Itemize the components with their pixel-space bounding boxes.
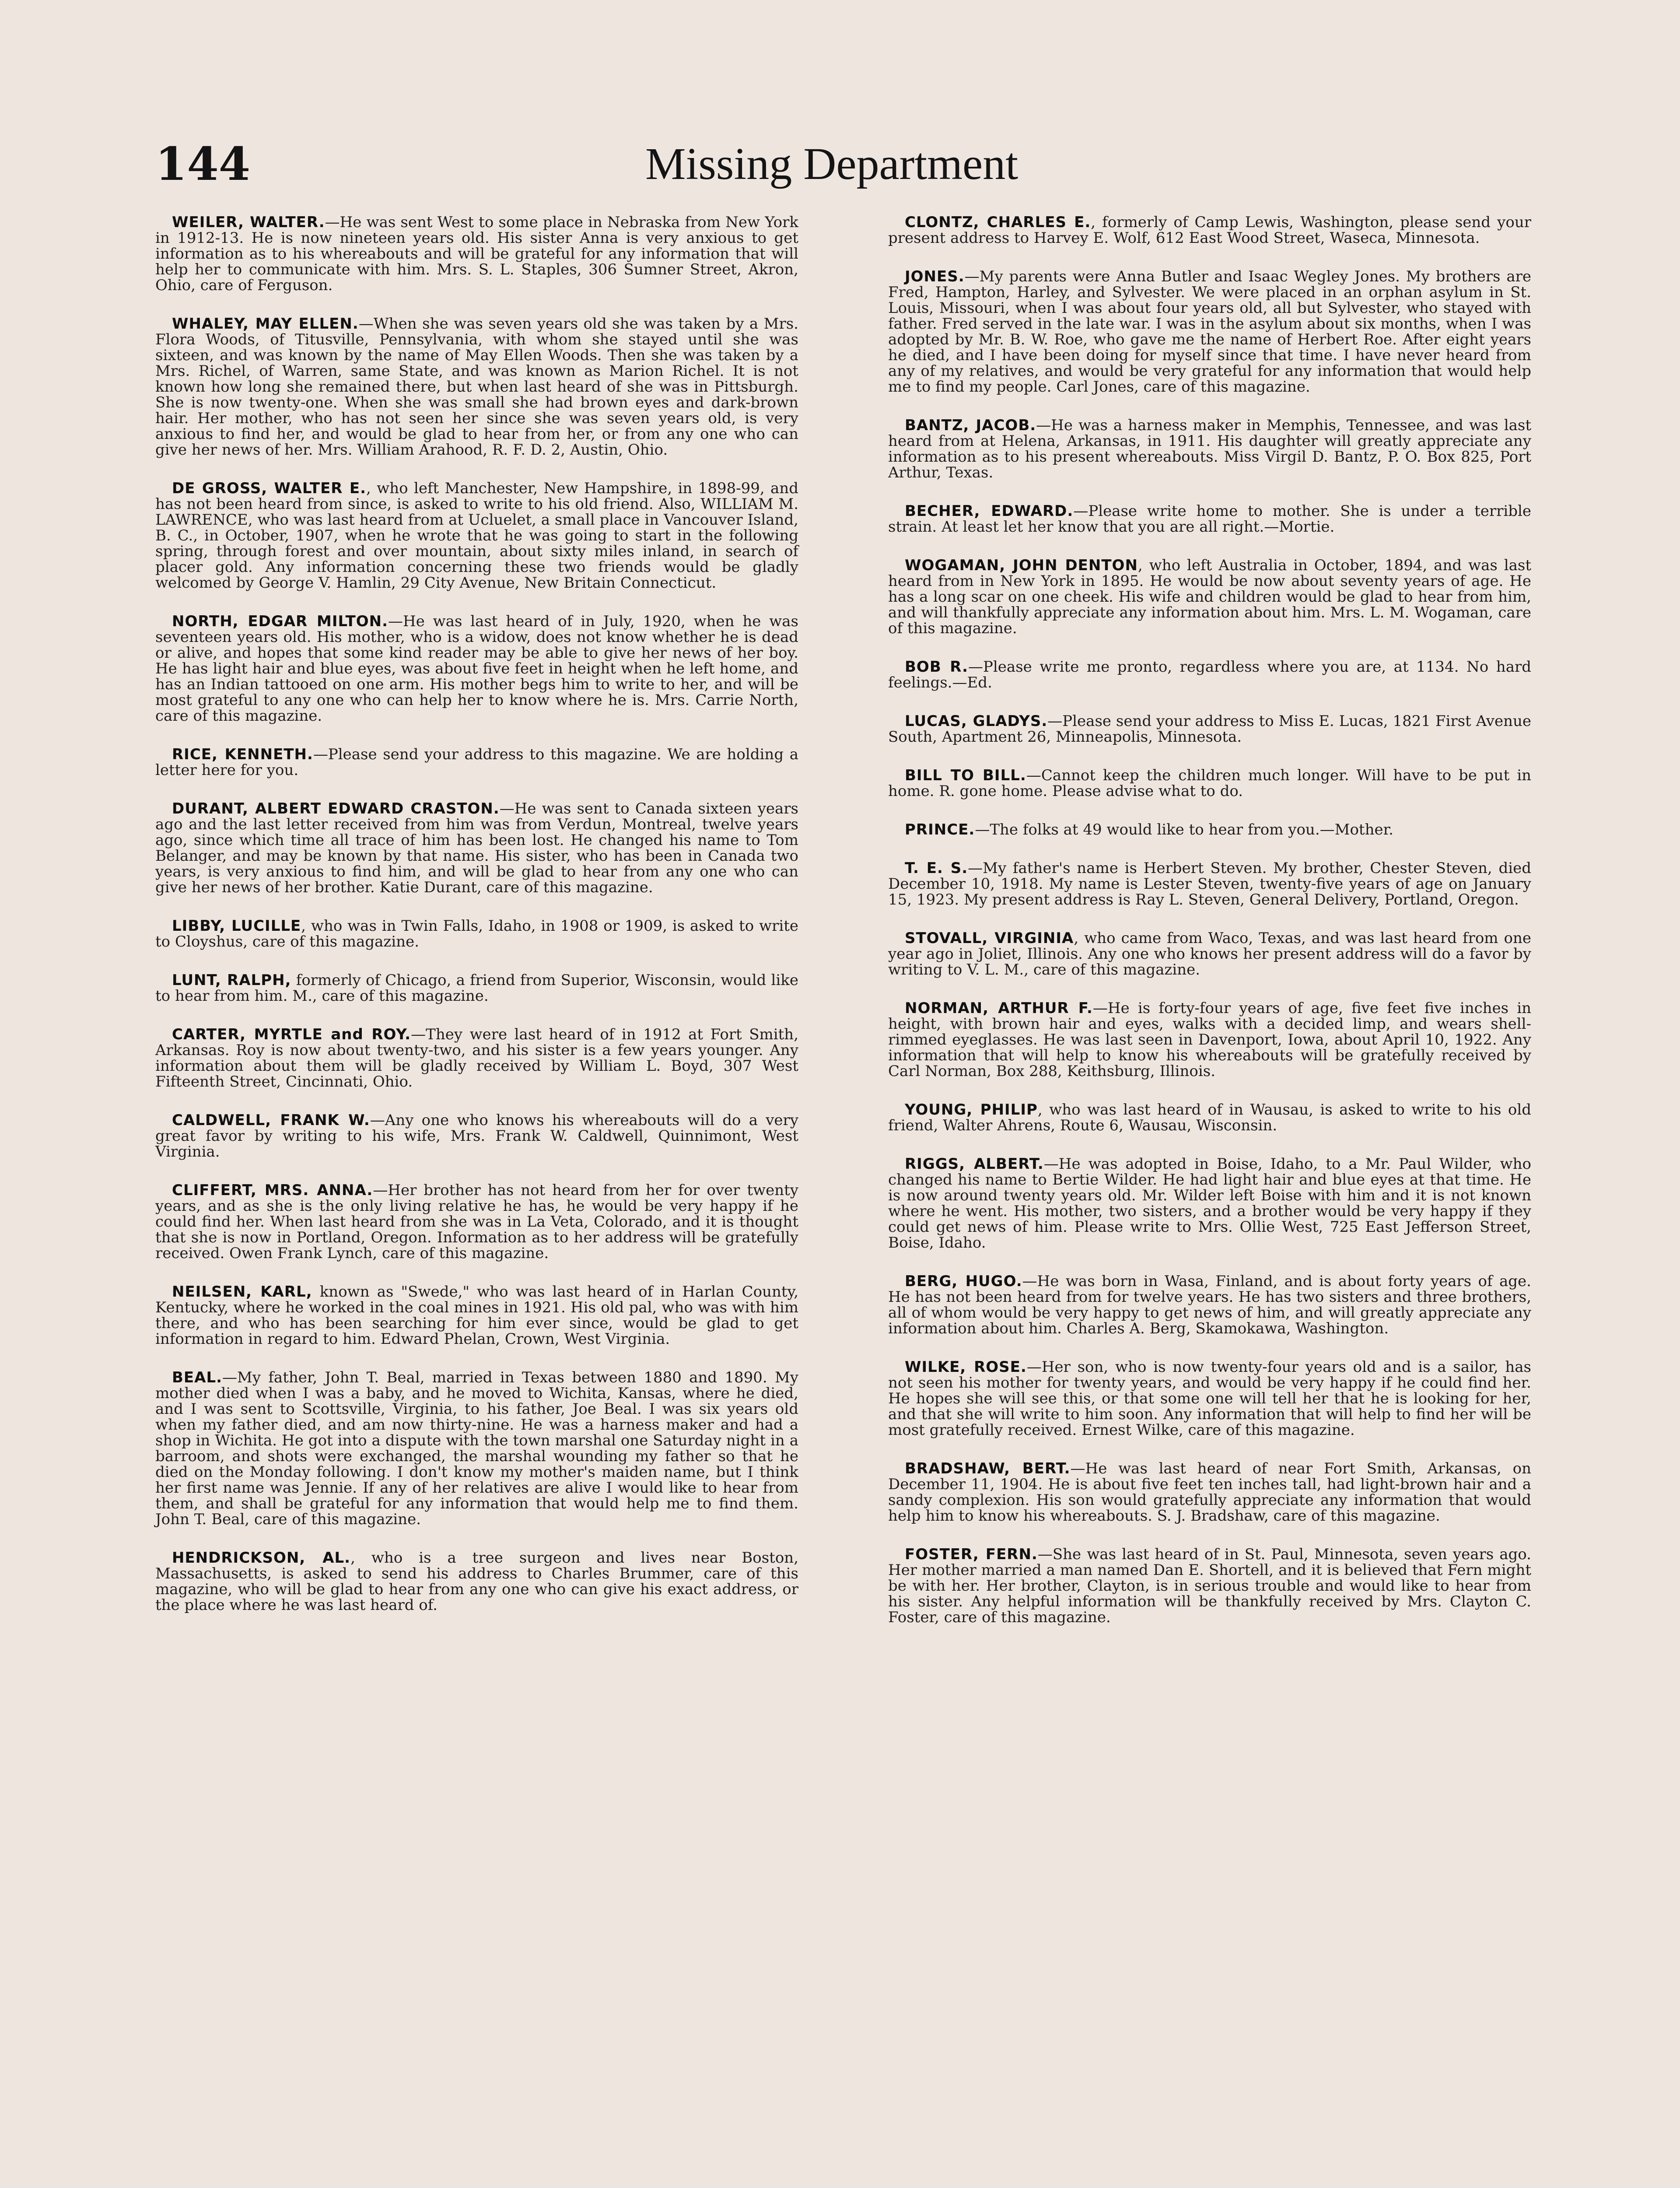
notice-entry [888, 768, 1531, 799]
notice-heading: BANTZ, JACOB. [905, 417, 1036, 434]
notice-heading: WHALEY, MAY ELLEN. [172, 315, 359, 333]
notice-text: —My father's name is Herbert Steven. My brother, Chester Steven, died December 10, 1918. My name is Lester Steven, twenty-five years of age on January 15, 1923. My present address is Ray L. Steven, General Delivery, Portland, Oregon. [888, 859, 1532, 908]
page-title: Missing Department [645, 139, 1018, 189]
notice-entry [888, 1156, 1531, 1251]
notice-entry [155, 316, 798, 458]
page-number: 144 [155, 137, 251, 191]
notice-text: , who left Manchester, New Hampshire, in 1898-99, and has not been heard from since, is asked to write to his old friend. Also, WILLIAM M. LAWRENCE, who was last heard from at Ucluelet, a small place in Vancouver Island, B. C., in October, 1907, when he wrote that he was going to start in the following spring, through forest and over mountain, about sixty miles inland, in search of placer gold. Any information concerning these two friends would be gladly welcomed by George V. Hamlin, 29 City Avenue, New Britain Connecticut. [155, 480, 798, 592]
notice-text: , who is a tree surgeon and lives near Boston, Massachusetts, is asked to send his address to Charles Brummer, care of this magazine, who will be glad to hear from any one who can give his exact address, or the place where he was last heard of. [155, 1549, 799, 1614]
notice-heading: CLONTZ, CHARLES E. [905, 214, 1091, 231]
notice-heading: NORMAN, ARTHUR F. [905, 999, 1093, 1017]
notice-entry [888, 713, 1531, 745]
notice-heading: DE GROSS, WALTER E. [172, 480, 366, 497]
notice-heading: BERG, HUGO. [905, 1273, 1022, 1290]
notice-text: —He was sent to Canada sixteen years ago and the last letter received from him was from Verdun, Montreal, twelve years ago, since which time all trace of him has been lost. He changed his name to Tom Belanger, and may be known by that name. His sister, who has been in Canada two years, is very anxious to find him, and will be glad to hear from any one who can give her news of her brother. Katie Durant, care of this magazine. [155, 800, 798, 896]
notice-entry [155, 972, 798, 1004]
notice-text: —My parents were Anna Butler and Isaac Wegley Jones. My brothers are Fred, Hampton, Harley, and Sylvester. We were placed in an orphan asylum in St. Louis, Missouri, when I was about four years old, all but Sylvester, who stayed with father. Fred served in the late war. I was in the asylum about six months, when I was adopted by Mr. B. W. Roe, who gave me the name of Herbert Roe. After eight years he died, and I have been doing for myself since that time. I have never heard from any of my relatives, and would be very grateful for any information that would help me to find my people. Carl Jones, care of this magazine. [888, 268, 1531, 396]
notice-heading: NORTH, EDGAR MILTON. [172, 613, 388, 630]
notice-entry [888, 1000, 1531, 1079]
notice-entry [888, 1461, 1531, 1524]
notice-text: —Please write me pronto, regardless where you are, at 1134. No hard feelings.—Ed. [888, 658, 1531, 691]
notice-text: , who was in Twin Falls, Idaho, in 1908 or 1909, is asked to write to Cloyshus, care of this magazine. [155, 917, 798, 950]
notice-heading: BRADSHAW, BERT. [905, 1460, 1071, 1477]
notice-entry [888, 269, 1531, 395]
notice-heading: WOGAMAN, JOHN DENTON [905, 557, 1138, 574]
notice-text: —He was a harness maker in Memphis, Tennessee, and was last heard from at Helena, Arkansas, in 1911. His daughter will greatly appreciate any information as to his present whereabouts. Miss Virgil D. Bantz, P. O. Box 825, Port Arthur, Texas. [888, 417, 1531, 481]
notice-heading: WILKE, ROSE. [905, 1358, 1027, 1376]
notice-entry [155, 614, 798, 724]
notice-text: —Any one who knows his whereabouts will do a very great favor by writing to his wife, Mrs. Frank W. Caldwell, Quinnimont, West Virginia. [155, 1112, 798, 1161]
notice-entry [155, 801, 798, 895]
notice-heading: LUNT, RALPH, [172, 971, 291, 989]
notice-text: formerly of Chicago, a friend from Superior, Wisconsin, would like to hear from him. M., care of this magazine. [155, 971, 798, 1005]
notice-heading: YOUNG, PHILIP [905, 1101, 1038, 1119]
notice-heading: DURANT, ALBERT EDWARD CRASTON. [172, 800, 500, 817]
notice-entry [155, 1182, 798, 1261]
notice-heading: CALDWELL, FRANK W. [172, 1112, 370, 1129]
notice-heading: WEILER, WALTER. [172, 214, 325, 231]
notice-heading: LUCAS, GLADYS. [905, 712, 1048, 730]
notice-entry [155, 747, 798, 778]
notice-heading: BECHER, EDWARD. [905, 502, 1074, 520]
notice-heading: RIGGS, ALBERT. [905, 1155, 1044, 1173]
notice-text: —When she was seven years old she was taken by a Mrs. Flora Woods, of Titusville, Pennsylvania, with whom she stayed until she was sixteen, and was known by the name of May Ellen Woods. Then she was taken by a Mrs. Richel, of Warren, same State, and was known as Marion Richel. It is not known how long she remained there, but when last heard of she was in Pittsburgh. She is now twenty-one. When she was small she had brown eyes and dark-brown hair. Her mother, who has not seen her since she was seven years old, is very anxious to find her, and would be glad to hear from her, or from any one who can give her news of her. Mrs. William Arahood, R. F. D. 2, Austin, Ohio. [155, 315, 798, 459]
notice-text: —He was adopted in Boise, Idaho, to a Mr. Paul Wilder, who changed his name to Bertie Wilder. He had light hair and blue eyes at that time. He is now around twenty years old. Mr. Wilder left Boise with him and it is not known where he went. His mother, two sisters, and a brother would be very happy if they could get news of him. Please write to Mrs. Ollie West, 725 East Jefferson Street, Boise, Idaho. [888, 1155, 1531, 1252]
notice-heading: FOSTER, FERN. [905, 1546, 1038, 1563]
notice-entry [155, 1370, 798, 1527]
notice-text: —Please write home to mother. She is under a terrible strain. At least let her know that you are all right.—Mortie. [888, 502, 1531, 536]
notice-text: , formerly of Camp Lewis, Washington, please send your present address to Harvey E. Wolf, 612 East Wood Street, Waseca, Minnesota. [888, 214, 1532, 247]
notice-text: —She was last heard of in St. Paul, Minnesota, seven years ago. Her mother married a man named Dan E. Shortell, and it is believed that Fern might be with her. Her brother, Clayton, is in serious trouble and would like to hear from his sister. Any helpful information will be thankfully received by Mrs. Clayton C. Foster, care of this magazine. [888, 1546, 1531, 1626]
notice-entry [888, 1273, 1531, 1336]
notice-entry [888, 503, 1531, 535]
notice-text: , who came from Waco, Texas, and was last heard from one year ago in Joliet, Illinois. Any one who knows her present address will do a favor by writing to V. L. M., care of this magazine. [888, 929, 1531, 978]
notice-text: —The folks at 49 would like to hear from you.—Mother. [975, 821, 1393, 838]
notice-heading: PRINCE. [905, 821, 975, 838]
notice-text: , who left Australia in October, 1894, and was last heard from in New York in 1895. He would be now about seventy years of age. He has a long scar on one cheek. His wife and children would be glad to hear from him, and will thankfully appreciate any information about him. Mrs. L. M. Wogaman, care of this magazine. [888, 557, 1531, 637]
notice-entry [155, 1027, 798, 1090]
notice-heading: BOB R. [905, 658, 969, 676]
right-column [888, 214, 1531, 1648]
notice-entry [155, 214, 798, 293]
notice-entry [888, 558, 1531, 636]
notice-text: —Please send your address to this magazine. We are holding a letter here for you. [155, 746, 798, 779]
page-header [155, 131, 1065, 197]
notice-heading: BEAL. [172, 1369, 223, 1386]
notice-text: known as "Swede," who was last heard of in Harlan County, Kentucky, where he worked in the coal mines in 1921. His old pal, who was with him there, and who has been searching for him ever since, would be glad to get information in regard to him. Edward Phelan, Crown, West Virginia. [155, 1283, 798, 1348]
notice-entry [888, 417, 1531, 480]
notice-heading: LIBBY, LUCILLE [172, 917, 301, 935]
notice-heading: NEILSEN, KARL, [172, 1283, 312, 1301]
notice-heading: RICE, KENNETH. [172, 746, 313, 763]
notice-text: —My father, John T. Beal, married in Texas between 1880 and 1890. My mother died when I was a baby, and he moved to Wichita, Kansas, where he died, and I was sent to Scottsville, Virginia, to his father, Joe Beal. I was six years old when my father died, and am now thirty-nine. He was a harness maker and had a shop in Wichita. He got into a dispute with the town marshal one Saturday night in a barroom, and shots were exchanged, the marshal wounding my father so that he died on the Monday following. I don't know my mother's maiden name, but I think her first name was Jennie. If any of her relatives are alive I would like to hear from them, and shall be grateful for any information that would help me to find them. John T. Beal, care of this magazine. [155, 1369, 798, 1528]
notice-entry [888, 1102, 1531, 1133]
notice-heading: T. E. S. [905, 859, 968, 877]
notice-heading: JONES. [905, 268, 965, 285]
notice-entry [888, 214, 1531, 246]
notice-text: —Cannot keep the children much longer. Will have to be put in home. R. gone home. Please advise what to do. [888, 767, 1531, 800]
notice-heading: CARTER, MYRTLE and ROY. [172, 1026, 411, 1043]
notice-entry [888, 1546, 1531, 1625]
notice-text: —Please send your address to Miss E. Lucas, 1821 First Avenue South, Apartment 26, Minneapolis, Minnesota. [888, 712, 1531, 746]
notice-entry [155, 480, 798, 591]
notice-text: —He was last heard of near Fort Smith, Arkansas, on December 11, 1904. He is about five feet ten inches tall, had light-brown hair and a sandy complexion. His son would gratefully appreciate any information that would help him to know his whereabouts. S. J. Bradshaw, care of this magazine. [888, 1460, 1531, 1525]
notice-text: —They were last heard of in 1912 at Fort Smith, Arkansas. Roy is now about twenty-two, and his sister is a few years younger. Any information about them will be gladly received by William L. Boyd, 307 West Fifteenth Street, Cincinnati, Ohio. [155, 1026, 798, 1090]
notice-text: —He was born in Wasa, Finland, and is about forty years of age. He has not been heard from for twelve years. He has two sisters and three brothers, all of whom would be very happy to get news of him, and will greatly appreciate any information about him. Charles A. Berg, Skamokawa, Washington. [888, 1273, 1531, 1337]
notice-text: —He is forty-four years of age, five feet five inches in height, with brown hair and eyes, walks with a decided limp, and wears shell-rimmed eyeglasses. He was last seen in Davenport, Iowa, about April 10, 1922. Any information that will help to know his whereabouts will be gratefully received by Carl Norman, Box 288, Keithsburg, Illinois. [888, 999, 1531, 1080]
notice-heading: STOVALL, VIRGINIA [905, 929, 1074, 947]
notice-text: , who was last heard of in Wausau, is asked to write to his old friend, Walter Ahrens, Route 6, Wausau, Wisconsin. [888, 1101, 1532, 1134]
notice-entry [155, 1112, 798, 1160]
left-column [155, 214, 798, 1636]
notice-entry [888, 1359, 1531, 1438]
notice-text: —Her son, who is now twenty-four years old and is a sailor, has not seen his mother for twenty years, and would be very happy if he could find her. He hopes she will see this, or that some one will tell her that he is looking for her, and that she will write to him soon. Any information that will help to find her will be most gratefully received. Ernest Wilke, care of this magazine. [888, 1358, 1531, 1439]
notice-text: —He was sent West to some place in Nebraska from New York in 1912-13. He is now nineteen years old. His sister Anna is very anxious to get information as to his whereabouts and will be grateful for any information that will help her to communicate with him. Mrs. S. L. Staples, 306 Sumner Street, Akron, Ohio, care of Ferguson. [155, 214, 798, 294]
notice-heading: BILL TO BILL. [905, 767, 1026, 784]
notice-entry [888, 860, 1531, 908]
notice-entry [888, 659, 1531, 691]
notice-text: —Her brother has not heard from her for over twenty years, and as she is the only living relative he has, he would be very happy if he could find her. When last heard from she was in La Veta, Colorado, and it is thought that she is now in Portland, Oregon. Information as to her address will be gratefully received. Owen Frank Lynch, care of this magazine. [155, 1182, 799, 1262]
notice-entry [155, 1284, 798, 1347]
notice-entry [888, 930, 1531, 978]
notice-entry [155, 918, 798, 950]
notice-heading: HENDRICKSON, AL. [172, 1549, 351, 1567]
notice-text: —He was last heard of in July, 1920, when he was seventeen years old. His mother, who is a widow, does not know whether he is dead or alive, and hopes that some kind reader may be able to give her news of her boy. He has light hair and blue eyes, was about five feet in height when he left home, and has an Indian tattooed on one arm. His mother begs him to write to her, and will be most grateful to any one who can help her to know where he is. Mrs. Carrie North, care of this magazine. [155, 613, 798, 725]
notice-entry [155, 1550, 798, 1613]
notice-heading: CLIFFERT, MRS. ANNA. [172, 1182, 373, 1199]
notice-entry [888, 822, 1531, 838]
